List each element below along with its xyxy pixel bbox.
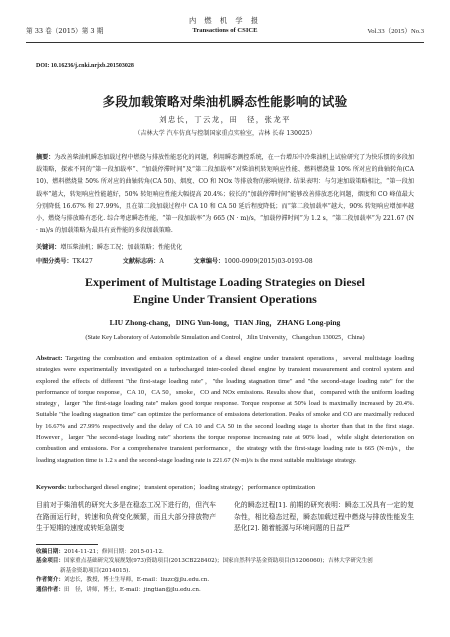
title-en <box>0 274 450 308</box>
clc-value: TK427 <box>72 258 93 265</box>
header-journal-en: Transactions of CSICE <box>192 27 258 34</box>
body-text-left-column: 目前对于柴油机的研究大多是在稳态工况下进行的，但汽车在路面运行时，转速和负荷变化频繁，而且大部分排放物产生于短期的速度或转矩急剧变 <box>36 501 216 532</box>
affiliation-cn: （吉林大学 汽车仿真与控制国家重点实验室，吉林 长春 130025） <box>134 130 316 137</box>
title-en-line2: Engine Under Transient Operations <box>133 292 317 306</box>
footnote-corresponding: 通信作者：田 径，讲师，博士，E-mail：jingtian@jlu.edu.cn. <box>36 586 201 593</box>
header-volume-cn: 第 33 卷（2015）第 3 期 <box>26 27 104 35</box>
keywords-cn-text: 增压柴油机；瞬态工况；加载策略；性能优化 <box>60 244 183 251</box>
authors-cn: 刘忠长，丁云龙，田 径，张龙平 <box>159 115 291 124</box>
keywords-cn-label: 关键词： <box>36 244 61 251</box>
abstract-cn-text: 为改善柴油机瞬态加载过程中燃烧与排放性能恶化的问题，利用瞬态测控系统，在一台增压中冷柴油机上试验研究了为快乐惯的多段加载策略，探索不同的“第一段加载率”、“加载停滞时间”及“第二段加载率”对柴油机转矩响应性能、燃料燃烧量 10% 所对应的曲轴转角(CA 10)、燃料燃烧量 50% 所对应的曲轴转角(CA 50)、烟度、CO 和 NOx 等排放物的影响规律. 结果表明：与匀速加载策略相比，“第一段加载率”越大，转矩响应性能越好，50% 转矩响应性能大幅提高 20.4%；较长的“加载停滞时间”能够改善排放恶化问题，烟度和 CO 峰值最大分别降低 16.67% 和 27.99%，且在第二段加载过程中 CA 10 和 CA 50 延后程度降低；而“第二段加载率”越大，90% 转矩响应增加率越小，燃烧与排放略有恶化. 综合考虑瞬态性能，“第一段加载率”为 665 (N · m)/s，“加载停滞时间”为 1.2 s，“第二段加载率”为 221.67 (N · m)/s 的加载策略为最具有贡件能的多段加载策略. <box>36 154 415 235</box>
running-header <box>26 14 424 40</box>
clc-label: 中图分类号： <box>36 258 73 265</box>
title-cn: 多段加载策略对柴油机瞬态性能影响的试验 <box>102 94 348 109</box>
header-volume-en: Vol.33（2015）No.3 <box>367 28 424 35</box>
footnote-author-bio: 作者简介：刘忠长，教授，博士生导师，E-mail：liuzc@jlu.edu.cn. <box>36 577 210 584</box>
footnote-funding-cont: 新基金资助项目(2014015). <box>60 567 131 574</box>
body-text-right-column: 化的瞬态过程[1]. 前期的研究表明：瞬态工况具有一定的复杂性，相比稳态过程，瞬态加载过程中燃烧与排放性能发生恶化[2]. 随着能源与环境问题的日益严 <box>234 501 414 532</box>
abstract-en-text: Targeting the combustion and emission optimization of a diesel engine under transient operations，several multistage loading strategies were experimentally investigated on a turbocharged inter-cooled diesel engine by transient measurement and control system and explored the effects of different "the first-stage loading rate"，"the loading stagnation time" and "the second-stage loading rate" for the performance of torque response，CA 10，CA 50，smoke，CO and NOx emissions. Results show that，compared with the uniform loading strategy，larger "the first-stage loading rate" makes good torque response. Torque response at 50% load is maximally increased by 20.4%. Suitable "the loading stagnation time" can optimize the performance of emissions deterioration. Peaks of smoke and CO are maximally reduced by 16.67% and 27.99% respectively and the delay of CA 10 and CA 50 in the second loading stage is shorter than that in the first stage. However，larger "the second-stage loading rate" shortens the torque response increasing rate at 90% load，while slight deterioration on combustion and emissions. For a comprehensive transient performance，the strategy with the first-stage loading rate is 665 (N·m)/s，the loading stagnation time is 1.2 s and the second-stage loading rate is 221.67 (N·m)/s is the most suitable multistage strategy. <box>36 355 414 464</box>
footnote-funding: 基金项目：国家重点基础研究发展规划(973)资助项目(2013CB228402)；国家自然科学基金资助项目(51206060)；吉林大学研究生创 <box>36 558 373 565</box>
abstract-cn-label: 摘要： <box>36 154 55 161</box>
classification-line <box>36 256 414 265</box>
header-journal-cn: 内 燃 机 学 报 <box>188 16 262 25</box>
header-rule <box>26 42 424 43</box>
keywords-en <box>36 482 414 491</box>
abstract-en-label: Abstract: <box>36 355 63 362</box>
title-en-line1: Experiment of Multistage Loading Strategies on Diesel <box>85 275 365 289</box>
keywords-cn <box>36 242 414 251</box>
header-journal <box>26 16 424 34</box>
affiliation-en: (State Key Laboratory of Automobile Simulation and Control，Jilin University，Changchun 130025，China) <box>85 334 365 341</box>
footnote-received: 收稿日期：2014-11-21；修回日期：2015-01-12. <box>36 549 164 555</box>
doc-code-value: A <box>159 258 164 265</box>
abstract-en <box>36 353 414 466</box>
abstract-cn <box>36 152 414 237</box>
footnotes <box>36 548 414 595</box>
footnote-rule <box>36 544 98 545</box>
article-number-value: 1000-0909(2015)03-0193-08 <box>224 258 313 265</box>
keywords-en-text: turbocharged diesel engine；transient operation；loading strategy；performance optimization <box>67 484 315 491</box>
article-number-label: 文章编号： <box>193 258 225 265</box>
keywords-en-label: Keywords: <box>36 484 67 491</box>
authors-en: LIU Zhong-chang，DING Yun-long，TIAN Jing，ZHANG Long-ping <box>109 318 341 327</box>
doc-code-label: 文献标志码： <box>122 258 160 265</box>
doi: DOI: 10.16236/j.cnki.nrjxb.201503028 <box>36 63 134 69</box>
